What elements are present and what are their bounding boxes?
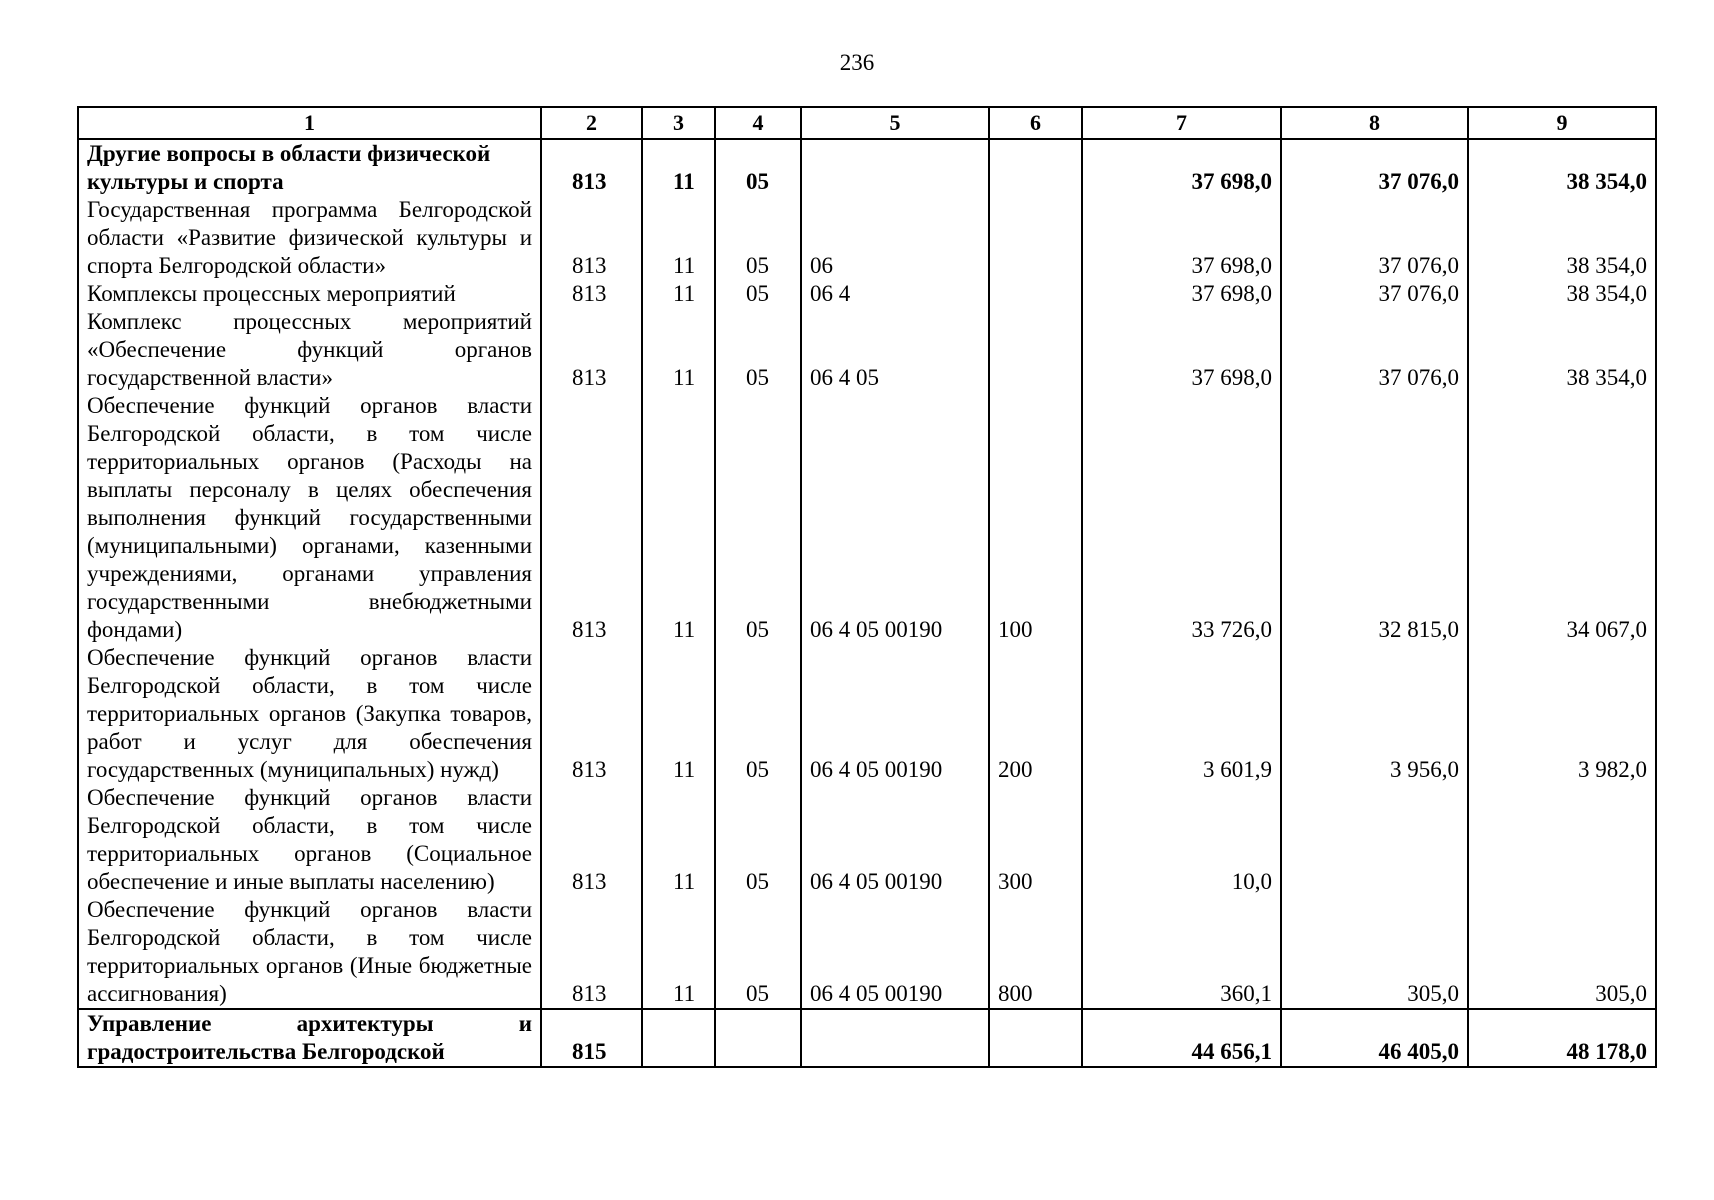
page-number: 236 xyxy=(839,50,875,75)
target-article-code: 06 4 05 xyxy=(801,308,989,392)
amount-col-8: 37 076,0 xyxy=(1281,280,1468,308)
expense-type-code: 300 xyxy=(989,784,1082,896)
expense-type-code: 200 xyxy=(989,644,1082,784)
section-code xyxy=(642,1009,715,1067)
subsection-code: 05 xyxy=(715,280,801,308)
target-article-code: 06 4 05 00190 xyxy=(801,392,989,644)
header-row xyxy=(78,107,1656,139)
target-article-code: 06 4 05 00190 xyxy=(801,896,989,1009)
subsection-code: 05 xyxy=(715,784,801,896)
admin-code: 813 xyxy=(541,280,642,308)
row-name: Обеспечение функций органов власти Белгородской области, в том числе территориальных органов (Социальное обеспечение и иные выплаты населению) xyxy=(78,784,541,896)
section-code: 11 xyxy=(642,139,715,196)
subsection-code: 05 xyxy=(715,308,801,392)
amount-col-8: 37 076,0 xyxy=(1281,308,1468,392)
amount-col-8: 305,0 xyxy=(1281,896,1468,1009)
column-header: 4 xyxy=(715,107,801,139)
amount-col-8: 32 815,0 xyxy=(1281,392,1468,644)
subsection-code: 05 xyxy=(715,139,801,196)
admin-code: 813 xyxy=(541,196,642,280)
amount-col-9: 3 982,0 xyxy=(1468,644,1656,784)
column-header: 8 xyxy=(1281,107,1468,139)
amount-col-8: 37 076,0 xyxy=(1281,139,1468,196)
table-row xyxy=(78,896,1656,1009)
amount-col-8: 37 076,0 xyxy=(1281,196,1468,280)
column-header: 2 xyxy=(541,107,642,139)
admin-code: 813 xyxy=(541,308,642,392)
amount-col-9: 48 178,0 xyxy=(1468,1009,1656,1067)
expense-type-code xyxy=(989,1009,1082,1067)
column-header: 7 xyxy=(1082,107,1281,139)
column-header: 3 xyxy=(642,107,715,139)
target-article-code: 06 xyxy=(801,196,989,280)
amount-col-9 xyxy=(1468,784,1656,896)
row-name: Комплекс процессных мероприятий «Обеспечение функций органов государственной власти» xyxy=(78,308,541,392)
amount-col-9: 38 354,0 xyxy=(1468,139,1656,196)
section-code: 11 xyxy=(642,896,715,1009)
amount-col-8: 46 405,0 xyxy=(1281,1009,1468,1067)
amount-col-7: 37 698,0 xyxy=(1082,139,1281,196)
amount-col-9: 305,0 xyxy=(1468,896,1656,1009)
admin-code: 815 xyxy=(541,1009,642,1067)
amount-col-7: 3 601,9 xyxy=(1082,644,1281,784)
budget-table xyxy=(77,106,1657,1068)
amount-col-8: 3 956,0 xyxy=(1281,644,1468,784)
amount-col-7: 44 656,1 xyxy=(1082,1009,1281,1067)
target-article-code: 06 4 05 00190 xyxy=(801,644,989,784)
section-code: 11 xyxy=(642,196,715,280)
amount-col-9: 34 067,0 xyxy=(1468,392,1656,644)
amount-col-9: 38 354,0 xyxy=(1468,280,1656,308)
row-name: Комплексы процессных мероприятий xyxy=(78,280,541,308)
amount-col-9: 38 354,0 xyxy=(1468,308,1656,392)
section-code: 11 xyxy=(642,392,715,644)
subsection-code xyxy=(715,1009,801,1067)
table-row xyxy=(78,784,1656,896)
admin-code: 813 xyxy=(541,392,642,644)
expense-type-code xyxy=(989,280,1082,308)
table-row xyxy=(78,139,1656,196)
amount-col-8 xyxy=(1281,784,1468,896)
target-article-code xyxy=(801,1009,989,1067)
section-code: 11 xyxy=(642,784,715,896)
table-row xyxy=(78,196,1656,280)
admin-code: 813 xyxy=(541,784,642,896)
expense-type-code xyxy=(989,139,1082,196)
subsection-code: 05 xyxy=(715,644,801,784)
section-code: 11 xyxy=(642,644,715,784)
target-article-code: 06 4 xyxy=(801,280,989,308)
column-header: 5 xyxy=(801,107,989,139)
expense-type-code: 800 xyxy=(989,896,1082,1009)
admin-code: 813 xyxy=(541,896,642,1009)
column-header: 1 xyxy=(78,107,541,139)
amount-col-7: 10,0 xyxy=(1082,784,1281,896)
column-header: 9 xyxy=(1468,107,1656,139)
row-name: Обеспечение функций органов власти Белгородской области, в том числе территориальных органов (Иные бюджетные ассигнования) xyxy=(78,896,541,1009)
amount-col-7: 33 726,0 xyxy=(1082,392,1281,644)
subsection-code: 05 xyxy=(715,196,801,280)
expense-type-code xyxy=(989,196,1082,280)
section-code: 11 xyxy=(642,280,715,308)
row-name: Государственная программа Белгородской области «Развитие физической культуры и спорта Белгородской области» xyxy=(78,196,541,280)
row-name: Обеспечение функций органов власти Белгородской области, в том числе территориальных органов (Расходы на выплаты персоналу в целях обеспечения выполнения функций государственными (муниципальными) органами, казенными учреждениями, органами управления государственными внебюджетными фондами) xyxy=(78,392,541,644)
subsection-code: 05 xyxy=(715,896,801,1009)
table-row xyxy=(78,1009,1656,1067)
amount-col-7: 360,1 xyxy=(1082,896,1281,1009)
target-article-code: 06 4 05 00190 xyxy=(801,784,989,896)
row-name: Другие вопросы в области физической культуры и спорта xyxy=(78,139,541,196)
table-row xyxy=(78,308,1656,392)
admin-code: 813 xyxy=(541,644,642,784)
row-name: Обеспечение функций органов власти Белгородской области, в том числе территориальных органов (Закупка товаров, работ и услуг для обеспечения государственных (муниципальных) нужд) xyxy=(78,644,541,784)
amount-col-9: 38 354,0 xyxy=(1468,196,1656,280)
subsection-code: 05 xyxy=(715,392,801,644)
column-header: 6 xyxy=(989,107,1082,139)
target-article-code xyxy=(801,139,989,196)
table-row xyxy=(78,280,1656,308)
section-code: 11 xyxy=(642,308,715,392)
amount-col-7: 37 698,0 xyxy=(1082,308,1281,392)
admin-code: 813 xyxy=(541,139,642,196)
amount-col-7: 37 698,0 xyxy=(1082,196,1281,280)
amount-col-7: 37 698,0 xyxy=(1082,280,1281,308)
table-row xyxy=(78,392,1656,644)
expense-type-code: 100 xyxy=(989,392,1082,644)
expense-type-code xyxy=(989,308,1082,392)
table-row xyxy=(78,644,1656,784)
row-name: Управление архитектуры и градостроительства Белгородской xyxy=(78,1009,541,1067)
